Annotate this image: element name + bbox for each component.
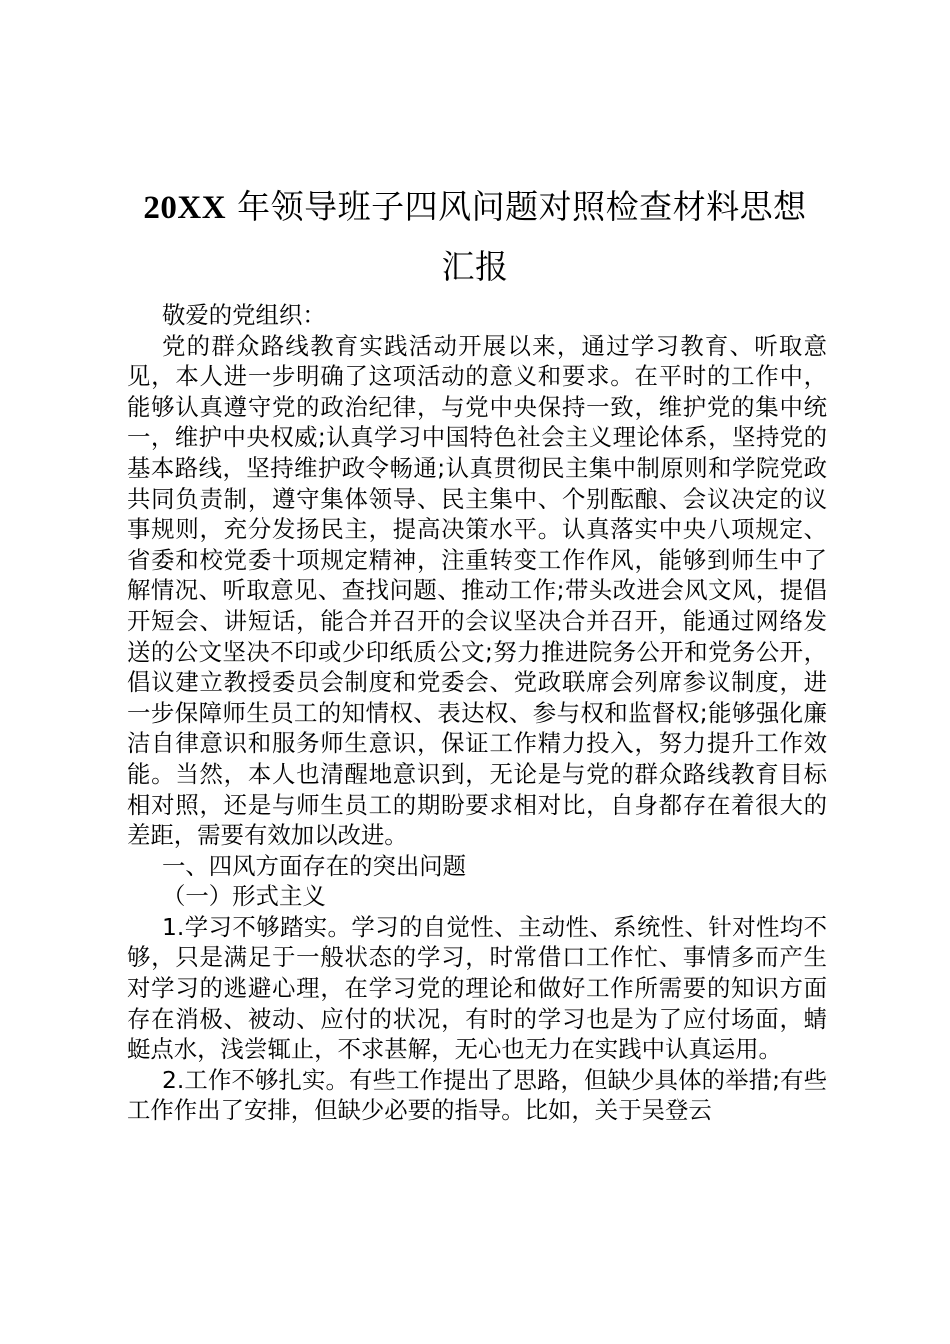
intro-paragraph: 党的群众路线教育实践活动开展以来，通过学习教育、听取意见，本人进一步明确了这项活动的意义和要求。在平时的工作中，能够认真遵守党的政治纪律，与党中央保持一致，维护党的集中统一，维护中央权威;认真学习中国特色社会主义理论体系，坚持党的基本路线，坚持维护政令畅通;认真贯彻民主集中制原则和学院党政共同负责制，遵守集体领导、民主集中、个别酝酿、会议决定的议事规则，充分发扬民主，提高决策水平。认真落实中央八项规定、省委和校党委十项规定精神，注重转变工作作风，能够到师生中了解情况、听取意见、查找问题、推动工作;带头改进会风文风，提倡开短会、讲短话，能合并召开的会议坚决合并召开，能通过网络发送的公文坚决不印或少印纸质公文;努力推进院务公开和党务公开，倡议建立教授委员会制度和党委会、党政联席会列席参议制度，进一步保障师生员工的知情权、表达权、参与权和监督权;能够强化廉洁自律意识和服务师生意识，保证工作精力投入，努力提升工作效能。当然，本人也清醒地意识到，无论是与党的群众路线教育目标相对照，还是与师生员工的期盼要求相对比，自身都存在着很大的差距，需要有效加以改进。 (127, 331, 827, 850)
item-paragraph-1: 1.学习不够踏实。学习的自觉性、主动性、系统性、针对性均不够，只是满足于一般状态的学习，时常借口工作忙、事情多而产生对学习的逃避心理，在学习党的理论和做好工作所需要的知识方面存在消极、被动、应付的状况，有时的学习也是为了应付场面，蜻蜓点水，浅尝辄止，不求甚解，无心也无力在实践中认真运用。 (127, 912, 827, 1064)
section-heading: 一、四风方面存在的突出问题 (162, 851, 467, 880)
document-title-line1 (118, 187, 832, 226)
item-paragraph-2: 2.工作不够扎实。有些工作提出了思路，但缺少具体的举措;有些工作作出了安排，但缺少必要的指导。比如，关于吴登云 (127, 1065, 827, 1125)
salutation: 敬爱的党组织： (162, 301, 326, 329)
subsection-heading: （一）形式主义 (162, 882, 326, 911)
document-body (127, 300, 827, 1126)
document-title-text: 年领导班子四风问题对照检查材料思想 (226, 187, 807, 226)
document-title-year: 20XX (143, 190, 227, 226)
document-title-line2: 汇报 (441, 247, 509, 286)
